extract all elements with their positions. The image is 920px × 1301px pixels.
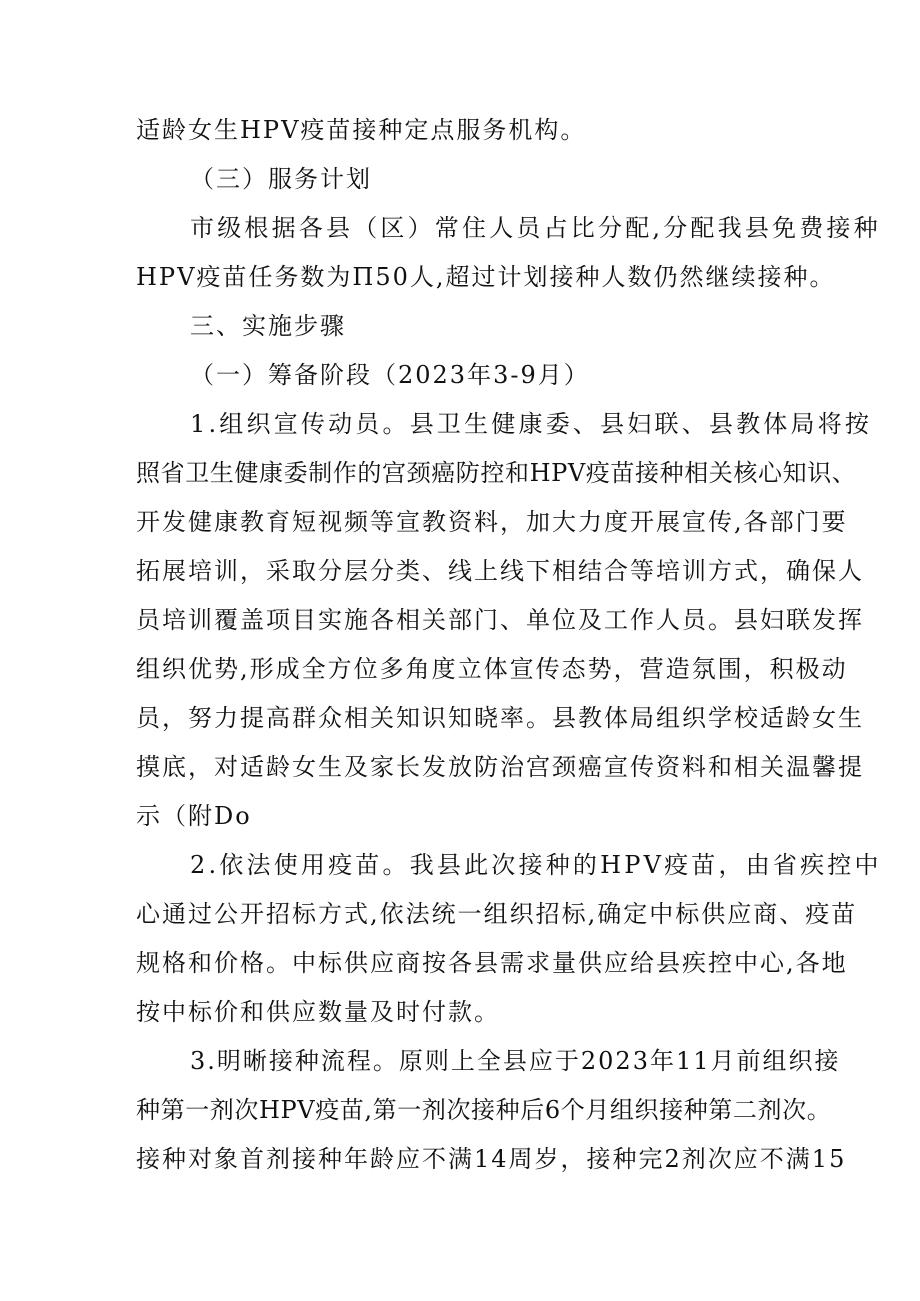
section-heading-service-plan: （三）服务计划 xyxy=(190,165,372,193)
text-line-18: 规格和价格。中标供应商按各县需求量供应给县疾控中心,各地 xyxy=(136,949,848,977)
text-line-19: 按中标价和供应数量及时付款。 xyxy=(136,998,500,1026)
text-line-8: 照省卫生健康委制作的宫颈癌防控和HPV疫苗接种相关核心知识、 xyxy=(136,459,857,487)
text-line-15: 示（附Do xyxy=(136,802,252,830)
text-line-22: 接种对象首剂接种年龄应不满14周岁，接种完2剂次应不满15 xyxy=(136,1145,847,1173)
section-heading-preparation-stage: （一）筹备阶段（2023年3-9月） xyxy=(190,361,590,389)
text-line-21: 种第一剂次HPV疫苗,第一剂次接种后6个月组织接种第二剂次。 xyxy=(136,1096,832,1124)
text-line-1: 适龄女生HPV疫苗接种定点服务机构。 xyxy=(136,116,587,144)
text-line-16: 2.依法使用疫苗。我县此次接种的HPV疫苗，由省疾控中 xyxy=(190,851,882,879)
text-line-9: 开发健康教育短视频等宣教资料，加大力度开展宣传,各部门要 xyxy=(136,508,848,536)
text-line-14: 摸底，对适龄女生及家长发放防治宫颈癌宣传资料和相关温馨提 xyxy=(136,753,864,781)
text-line-4: HPV疫苗任务数为Π50人,超过计划接种人数仍然继续接种。 xyxy=(136,263,836,291)
text-line-17: 心通过公开招标方式,依法统一组织招标,确定中标供应商、疫苗 xyxy=(136,900,858,928)
text-line-11: 员培训覆盖项目实施各相关部门、单位及工作人员。县妇联发挥 xyxy=(136,606,864,634)
text-line-20: 3.明晰接种流程。原则上全县应于2023年11月前组织接 xyxy=(190,1047,841,1075)
text-line-12: 组织优势,形成全方位多角度立体宣传态势，营造氛围，积极动 xyxy=(136,655,848,683)
section-heading-implementation-steps: 三、实施步骤 xyxy=(190,312,346,340)
text-line-7: 1.组织宣传动员。县卫生健康委、县妇联、县教体局将按 xyxy=(190,410,873,438)
text-line-10: 拓展培训，采取分层分类、线上线下相结合等培训方式，确保人 xyxy=(136,557,864,585)
text-line-3: 市级根据各县（区）常住人员占比分配,分配我县免费接种 xyxy=(190,214,881,242)
text-line-13: 员，努力提高群众相关知识知晓率。县教体局组织学校适龄女生 xyxy=(136,704,864,732)
